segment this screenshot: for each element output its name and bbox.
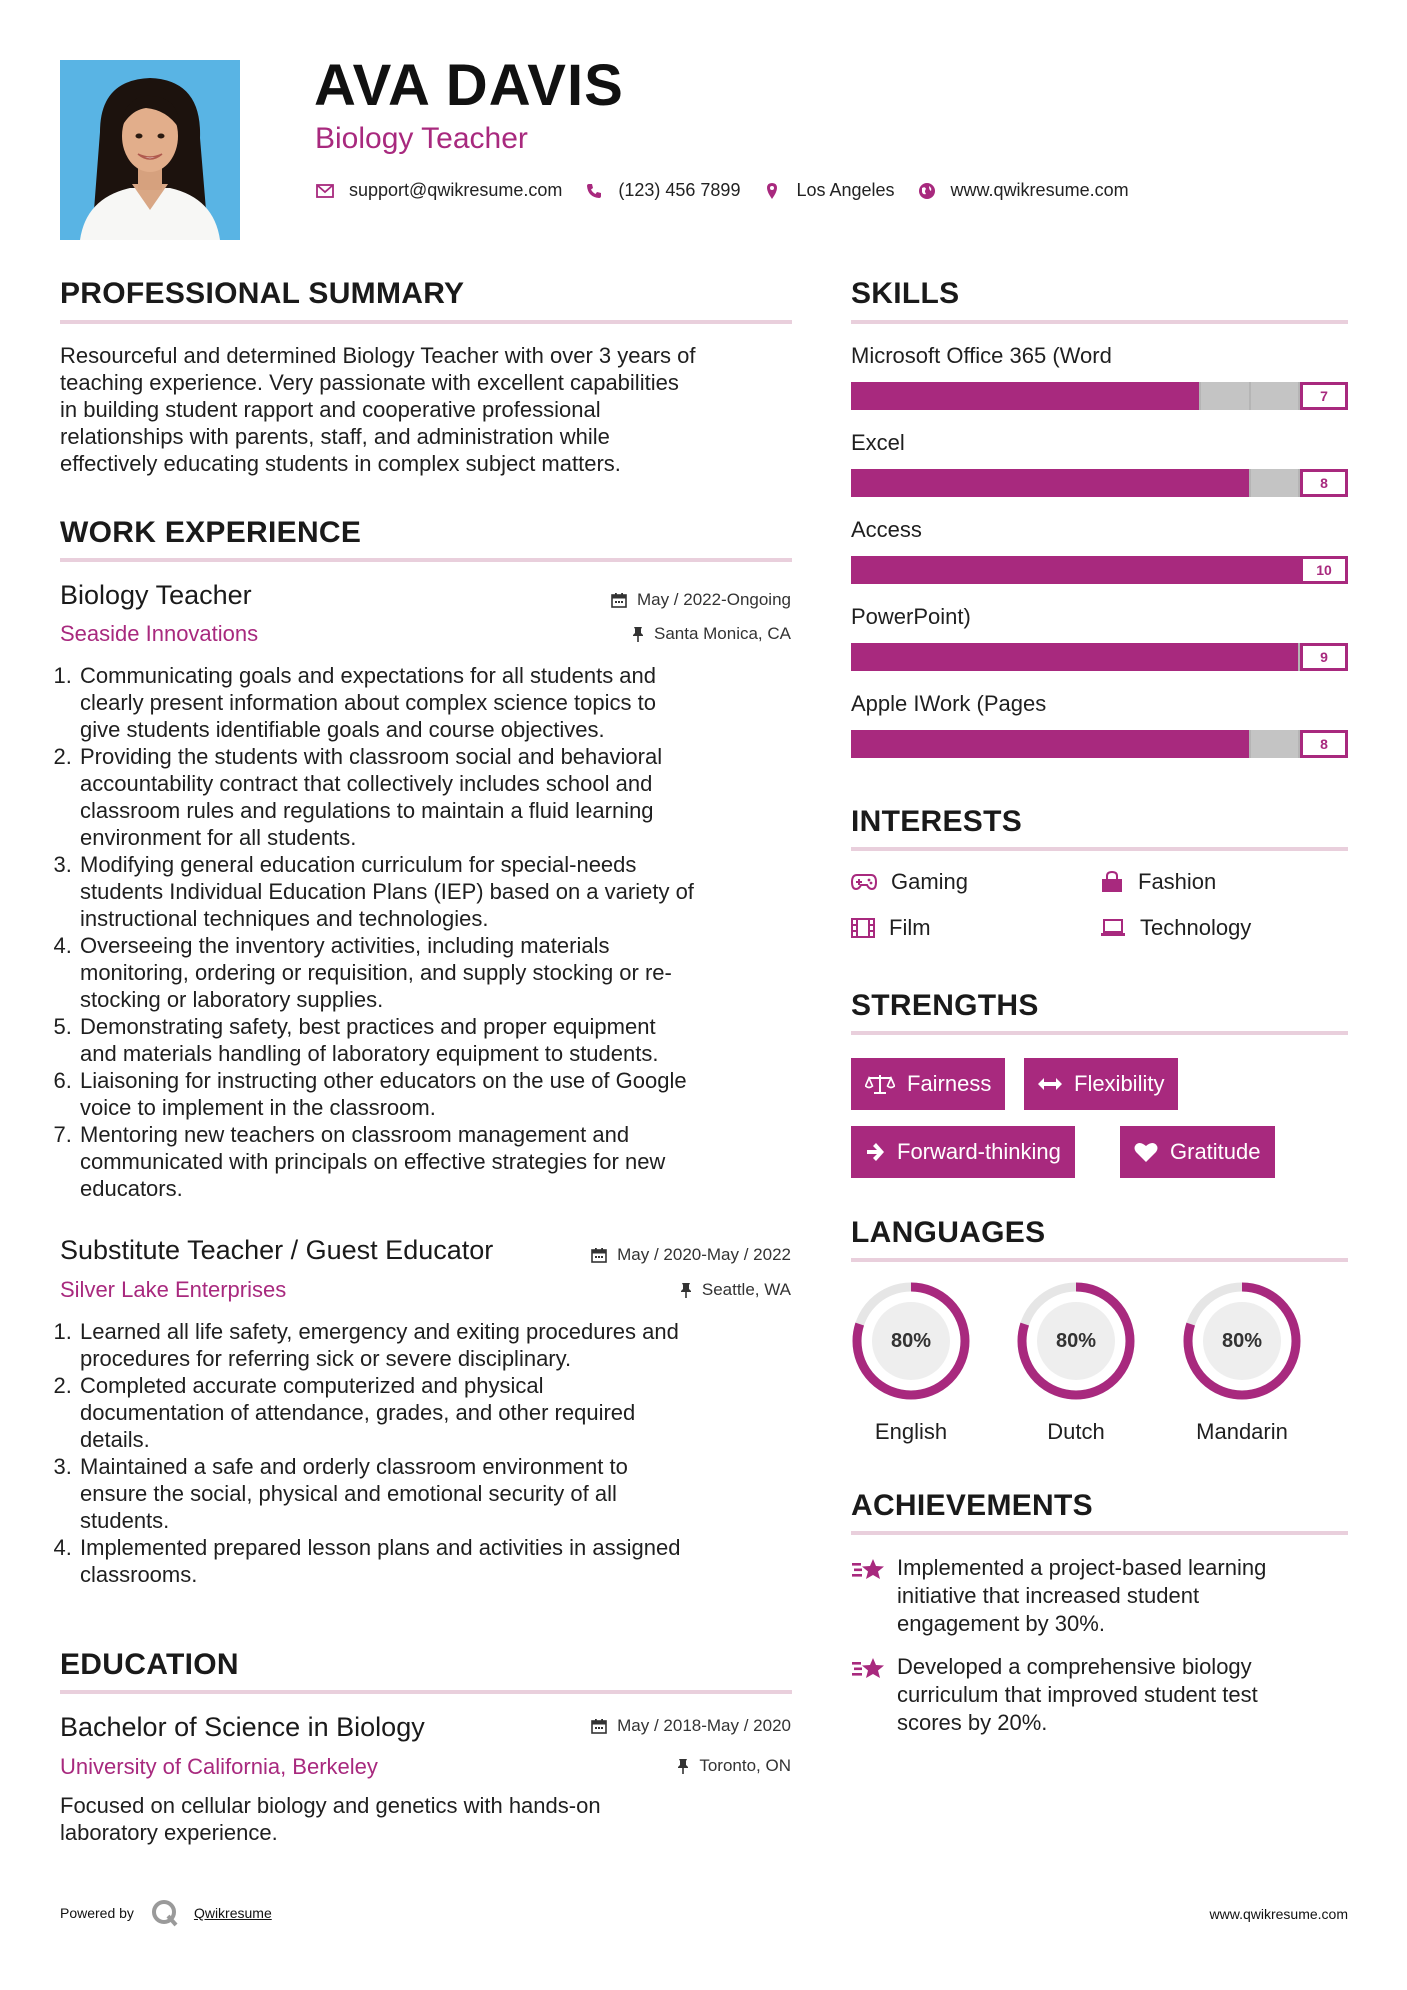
language-name: Mandarin (1196, 1419, 1288, 1444)
job-dates-text: May / 2022-Ongoing (636, 590, 791, 609)
skill-bar-divider (1249, 730, 1251, 758)
language-percent: 80% (1055, 1329, 1097, 1352)
school-name: University of California, Berkeley (60, 1754, 378, 1779)
film-icon (851, 918, 875, 938)
laptop-icon (1100, 919, 1126, 937)
skill-level: 10 (1300, 556, 1348, 584)
skill-level: 9 (1300, 643, 1348, 671)
education-line: laboratory experience. (60, 1820, 278, 1845)
duty-line: communicated with principals on effective strategies for new (80, 1149, 666, 1174)
achievement-line: engagement by 30%. (897, 1611, 1105, 1636)
skill-name: Apple IWork (Pages (851, 691, 1047, 716)
experience-heading: WORK EXPERIENCE (60, 516, 362, 549)
job-location (632, 624, 791, 644)
duty-line: monitoring, ordering or requisition, and supply stocking or re- (80, 960, 672, 985)
achievement-line: initiative that increased student (897, 1583, 1200, 1608)
duty-line: instructional techniques and technologies. (80, 906, 489, 931)
languages-heading: LANGUAGES (851, 1216, 1046, 1249)
strengths-divider (851, 1031, 1348, 1035)
job-title: Substitute Teacher / Guest Educator (60, 1235, 494, 1265)
duty-item (78, 1067, 800, 1121)
arrows-horizontal-icon (1038, 1077, 1062, 1091)
duty-line: 3. Modifying general education curriculum for special-needs (80, 852, 637, 877)
achievement-item (851, 1554, 1348, 1638)
duty-item (78, 743, 800, 851)
interest-technology (1100, 915, 1251, 941)
skill-bar (851, 382, 1348, 410)
language-item (849, 1279, 973, 1445)
contact-bar (315, 180, 1151, 201)
job-company: Silver Lake Enterprises (60, 1277, 287, 1302)
duty-item (78, 662, 800, 743)
phone-text: (123) 456 7899 (618, 180, 741, 200)
duty-line: stocking or laboratory supplies. (80, 987, 384, 1012)
duty-line: 1. Learned all life safety, emergency and exiting procedures and (80, 1319, 679, 1344)
interests-divider (851, 847, 1348, 851)
skill-bar (851, 643, 1348, 671)
envelope-icon (315, 181, 335, 201)
skills-heading: SKILLS (851, 277, 960, 310)
duty-item (78, 1453, 800, 1534)
duty-line: 4. Implemented prepared lesson plans and activities in assigned (80, 1535, 681, 1560)
strength-label: Forward-thinking (897, 1139, 1061, 1164)
duty-line: educators. (80, 1176, 183, 1201)
shopping-bag-icon (1100, 871, 1124, 893)
phone-icon (584, 181, 604, 201)
skill-name: Excel (851, 430, 905, 455)
summary-text (60, 342, 800, 477)
strength-badge (1120, 1126, 1275, 1178)
duty-line: 7. Mentoring new teachers on classroom management and (80, 1122, 630, 1147)
pushpin-icon (632, 626, 644, 642)
duty-item (78, 1013, 800, 1067)
summary-line: relationships with parents, staff, and administration while (60, 424, 610, 449)
job-dates (591, 1245, 791, 1265)
skill-bar-fill (851, 469, 1249, 497)
language-percent: 80% (1221, 1329, 1263, 1352)
skill-name: PowerPoint) (851, 604, 971, 629)
language-name: Dutch (1047, 1419, 1105, 1444)
globe-icon (917, 181, 937, 201)
strength-label: Gratitude (1170, 1139, 1261, 1164)
interest-film (851, 915, 931, 941)
education-line: Focused on cellular biology and genetics with hands-on (60, 1793, 601, 1818)
shooting-star-icon (851, 1655, 885, 1681)
summary-divider (60, 320, 792, 324)
skill-bar (851, 556, 1348, 584)
pushpin-icon (677, 1758, 689, 1774)
job-dates-text: May / 2020-May / 2022 (617, 1245, 791, 1264)
strengths-heading: STRENGTHS (851, 989, 1039, 1022)
location-text: Los Angeles (796, 180, 895, 200)
achievement-line: scores by 20%. (897, 1710, 1048, 1735)
gamepad-icon (851, 873, 877, 891)
duty-item (78, 1534, 800, 1588)
job-location (680, 1280, 791, 1300)
powered-by-text: Powered by (60, 1905, 134, 1921)
job-company: Seaside Innovations (60, 621, 259, 646)
candidate-name: AVA DAVIS (314, 53, 624, 118)
skill-bar-fill (851, 556, 1348, 584)
duty-line: accountability contract that collectively includes school and (80, 771, 653, 796)
brand-link[interactable]: Qwikresume (193, 1905, 272, 1921)
achievement-text (897, 1554, 1266, 1638)
summary-heading: PROFESSIONAL SUMMARY (60, 277, 465, 310)
footer-website[interactable]: www.qwikresume.com (1209, 1906, 1348, 1922)
achievements-heading: ACHIEVEMENTS (851, 1489, 1093, 1522)
candidate-role: Biology Teacher (315, 122, 528, 155)
duty-line: procedures for referring sick or severe disciplinary. (80, 1346, 572, 1371)
duty-item (78, 1121, 800, 1202)
interest-label: Film (889, 915, 931, 940)
language-name: English (874, 1419, 948, 1444)
duty-item (78, 932, 800, 1013)
website-text: www.qwikresume.com (950, 180, 1129, 200)
job-location-text: Santa Monica, CA (653, 624, 791, 643)
heart-icon (1134, 1141, 1158, 1163)
skill-bar-fill (851, 643, 1298, 671)
language-ring (1180, 1279, 1304, 1403)
language-item (1014, 1279, 1138, 1445)
achievement-item (851, 1653, 1348, 1737)
strength-label: Fairness (907, 1071, 992, 1096)
language-ring (849, 1279, 973, 1403)
education-divider (60, 1690, 792, 1694)
degree-title: Bachelor of Science in Biology (60, 1712, 425, 1742)
language-item (1180, 1279, 1304, 1445)
duty-line: 3. Maintained a safe and orderly classroom environment to (80, 1454, 628, 1479)
skill-name: Access (851, 517, 922, 542)
achievement-text (897, 1653, 1258, 1737)
duty-line: 2. Completed accurate computerized and physical (80, 1373, 544, 1398)
duty-line: documentation of attendance, grades, and other required (80, 1400, 636, 1425)
language-percent: 80% (890, 1329, 932, 1352)
duty-line: 2. Providing the students with classroom social and behavioral (80, 744, 663, 769)
duty-line: details. (80, 1427, 150, 1452)
education-location (677, 1756, 791, 1776)
achievement-line: Developed a comprehensive biology (897, 1654, 1252, 1679)
portrait-image (60, 60, 240, 240)
skill-bar (851, 469, 1348, 497)
duty-line: 4. Overseeing the inventory activities, including materials (80, 933, 610, 958)
skill-level: 8 (1300, 469, 1348, 497)
calendar-icon (591, 1718, 607, 1734)
achievement-line: Implemented a project-based learning (897, 1555, 1267, 1580)
footer-powered-by (60, 1898, 272, 1928)
email-text: support@qwikresume.com (349, 180, 563, 200)
shooting-star-icon (851, 1556, 885, 1582)
skill-name: Microsoft Office 365 (Word (851, 343, 1112, 368)
interest-label: Technology (1140, 915, 1252, 940)
languages-divider (851, 1258, 1348, 1262)
duty-line: give students identifiable goals and course objectives. (80, 717, 605, 742)
duty-line: voice to implement in the classroom. (80, 1095, 436, 1120)
job-duties-list (60, 662, 800, 1202)
duty-line: students Individual Education Plans (IEP) based on a variety of (80, 879, 694, 904)
summary-line: in building student rapport and cooperative professional (60, 397, 601, 422)
map-pin-icon (762, 181, 782, 201)
arrow-right-icon (865, 1142, 885, 1162)
duty-line: classrooms. (80, 1562, 198, 1587)
contact-email[interactable] (315, 180, 562, 201)
contact-website[interactable] (917, 180, 1129, 201)
duty-line: ensure the social, physical and emotional security of all (80, 1481, 617, 1506)
duty-line: 6. Liaisoning for instructing other educators on the use of Google (80, 1068, 687, 1093)
calendar-icon (611, 592, 627, 608)
duty-item (78, 851, 800, 932)
education-heading: EDUCATION (60, 1648, 239, 1681)
skill-level: 8 (1300, 730, 1348, 758)
duty-line: clearly present information about complex science topics to (80, 690, 656, 715)
achievements-divider (851, 1531, 1348, 1535)
job-duties-list (60, 1318, 800, 1588)
duty-line: 1. Communicating goals and expectations for all students and (80, 663, 657, 688)
experience-divider (60, 558, 792, 562)
summary-line: effectively educating students in complex subject matters. (60, 451, 621, 476)
interest-label: Gaming (891, 869, 969, 894)
strength-badge (1024, 1058, 1178, 1110)
skills-divider (851, 320, 1348, 324)
duty-line: students. (80, 1508, 170, 1533)
job-title: Biology Teacher (60, 580, 252, 610)
strength-badge (851, 1058, 1005, 1110)
interest-label: Fashion (1138, 869, 1217, 894)
job-dates (611, 590, 791, 610)
summary-line: teaching experience. Very passionate with excellent capabilities (60, 370, 679, 395)
education-description (60, 1792, 800, 1846)
skill-level: 7 (1300, 382, 1348, 410)
duty-line: and materials handling of laboratory equipment to students. (80, 1041, 659, 1066)
skill-bar (851, 730, 1348, 758)
interest-fashion (1100, 869, 1216, 895)
contact-phone[interactable] (584, 180, 740, 201)
duty-line: 5. Demonstrating safety, best practices and proper equipment (80, 1014, 656, 1039)
skill-bar-fill (851, 730, 1249, 758)
interests-heading: INTERESTS (851, 805, 1023, 838)
education-dates (591, 1716, 791, 1736)
skill-bar-divider (1249, 469, 1251, 497)
achievement-line: curriculum that improved student test (897, 1682, 1258, 1707)
contact-location (762, 180, 894, 201)
duty-item (78, 1318, 800, 1372)
education-dates-text: May / 2018-May / 2020 (617, 1716, 791, 1735)
duty-line: environment for all students. (80, 825, 357, 850)
job-location-text: Seattle, WA (701, 1280, 791, 1299)
strength-label: Flexibility (1074, 1071, 1165, 1096)
duty-line: classroom rules and regulations to maintain a fluid learning (80, 798, 654, 823)
pushpin-icon (680, 1282, 692, 1298)
profile-photo (60, 60, 240, 240)
education-location-text: Toronto, ON (699, 1756, 791, 1775)
skill-bar-divider (1249, 382, 1251, 410)
summary-line: Resourceful and determined Biology Teacher with over 3 years of (60, 343, 696, 368)
strength-badge (851, 1126, 1075, 1178)
duty-item (78, 1372, 800, 1453)
skill-bar-fill (851, 382, 1199, 410)
balance-scale-icon (865, 1073, 895, 1095)
interest-gaming (851, 869, 968, 895)
language-ring (1014, 1279, 1138, 1403)
skill-bar-divider (1199, 382, 1201, 410)
qwikresume-logo-icon (150, 1898, 180, 1928)
calendar-icon (591, 1247, 607, 1263)
